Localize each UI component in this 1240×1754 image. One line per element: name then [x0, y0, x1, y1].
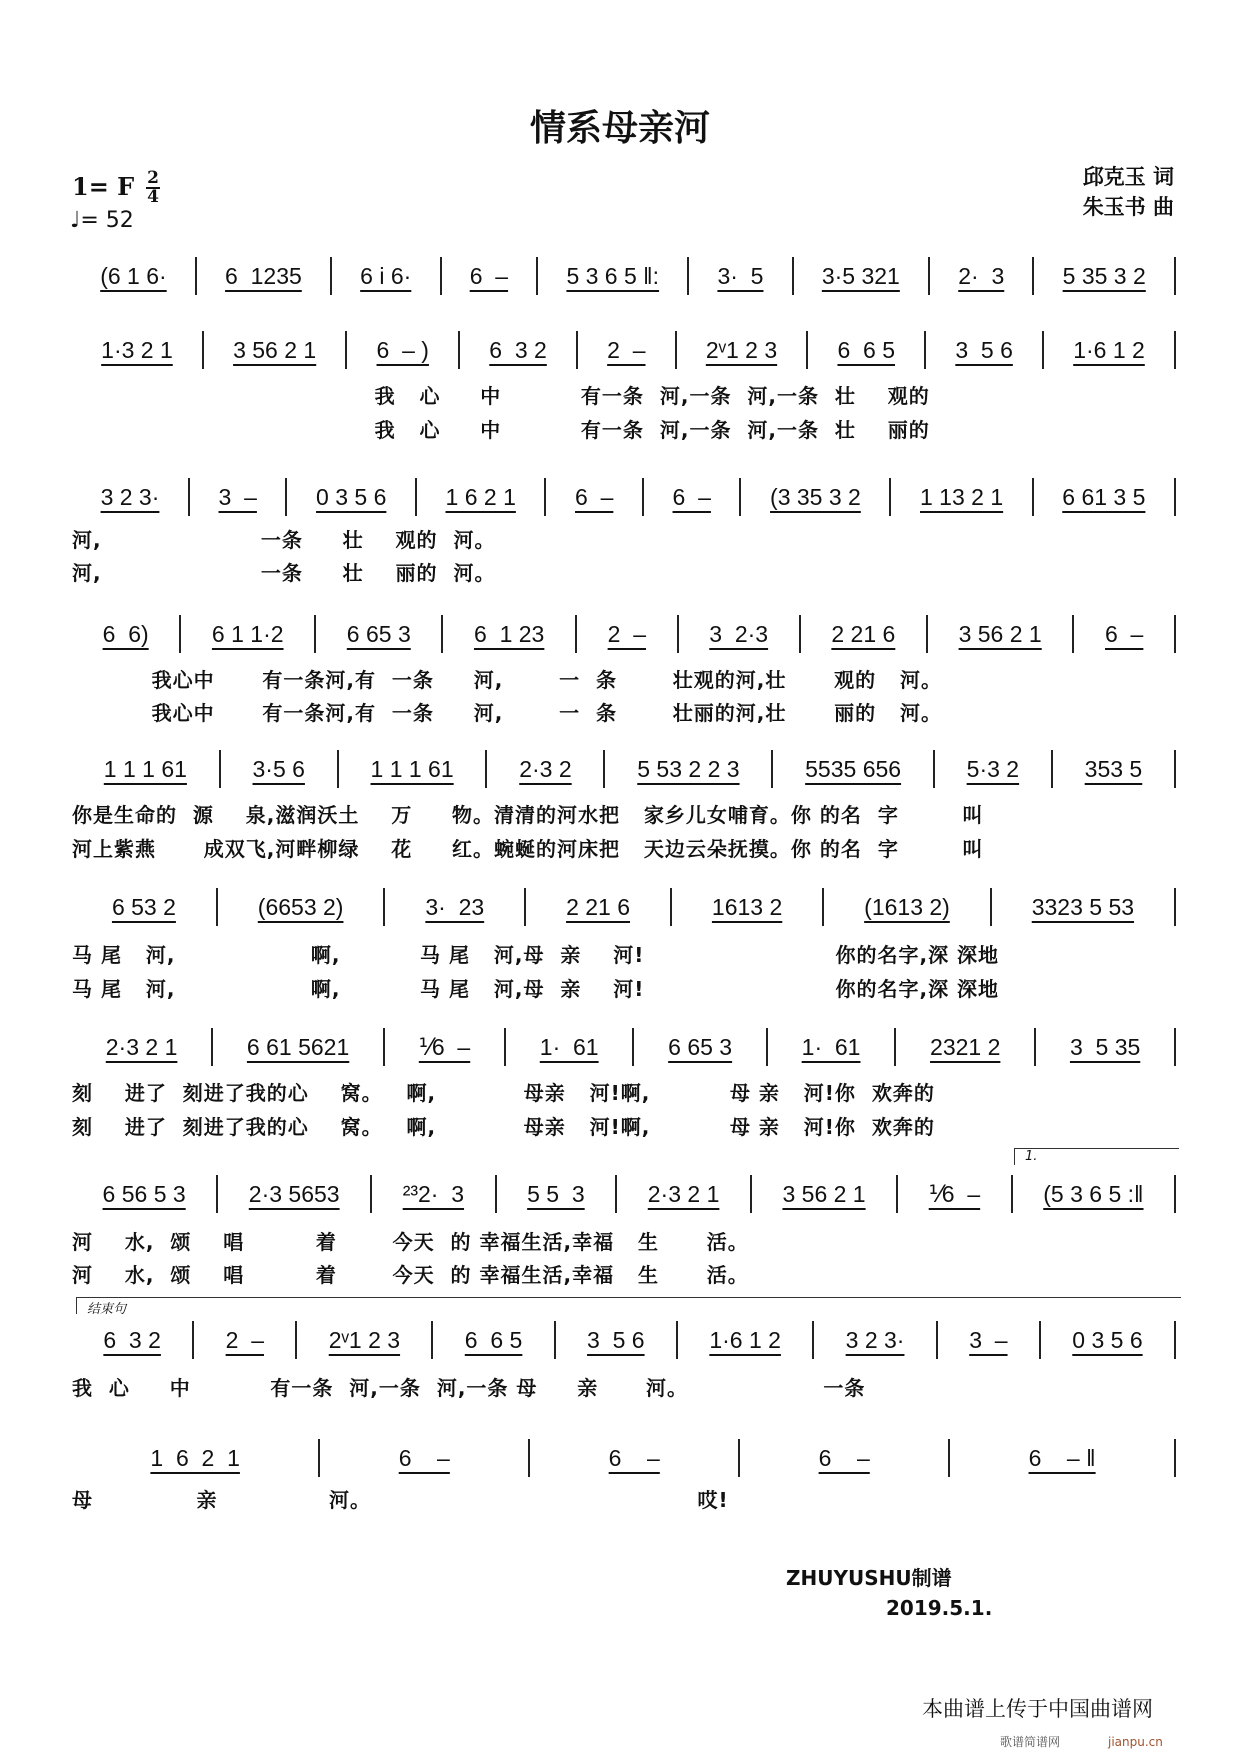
first-ending-bracket: 1.	[1014, 1148, 1179, 1165]
lyric-line: 刻 进了 刻进了我的心 窝。 啊, 母亲 河!啊, 母 亲 河!你 欢奔的	[72, 1081, 935, 1105]
lyric-line: 你是生命的 源 泉,滋润沃土 万 物。清清的河水把 家乡儿女哺育。你 的名 字 叫	[72, 803, 984, 827]
watermark-cn: 歌谱简谱网	[1000, 1735, 1061, 1749]
measure: 6 6 5	[808, 331, 926, 369]
measure: 2 –	[578, 331, 677, 369]
measure: 1 1 1 61	[339, 750, 488, 788]
score-system	[72, 1320, 1176, 1360]
measure: 6 –	[644, 478, 742, 516]
lyric-line: 河, 一条 壮 观的 河。	[72, 528, 496, 552]
score-system	[72, 1438, 1176, 1478]
lyric-line: 刻 进了 刻进了我的心 窝。 啊, 母亲 河!啊, 母 亲 河!你 欢奔的	[72, 1115, 935, 1139]
measure: 3 5 6	[556, 1321, 678, 1359]
measure: 5 5 3	[497, 1175, 618, 1213]
tempo-mark: ♩= 52	[70, 208, 134, 233]
measure: 1·6 1 2	[1044, 331, 1176, 369]
measure: (5 3 6 5 :‖	[1013, 1175, 1176, 1213]
measure: 2 –	[194, 1321, 297, 1359]
composer: 朱玉书 曲	[1082, 195, 1174, 219]
measure: 3 2 3·	[72, 478, 190, 516]
watermark: jianpu.cn	[1108, 1735, 1163, 1749]
measure: 6 –	[740, 1439, 950, 1477]
measure: 3 5 6	[926, 331, 1044, 369]
measure: 5 3 6 5 ‖:	[538, 257, 689, 295]
measure: (6 1 6·	[72, 257, 197, 295]
score-system	[72, 330, 1176, 370]
measure: 3 56 2 1	[752, 1175, 898, 1213]
coda-bracket: 结束句	[76, 1297, 1181, 1314]
measure: 6 6 5	[433, 1321, 555, 1359]
measure: ²³2· 3	[372, 1175, 496, 1213]
measure: 6 56 5 3	[72, 1175, 218, 1213]
lyric-line: 河 水, 颂 唱 着 今天 的 幸福生活,幸福 生 活。	[72, 1263, 749, 1287]
measure: 6 6)	[72, 615, 181, 653]
measure: 3 56 2 1	[928, 615, 1074, 653]
lyric-line: 我心中 有一条河,有 一条 河, 一 条 壮丽的河,壮 丽的 河。	[72, 701, 943, 725]
lyric-line: 母 亲 河。 哎!	[72, 1488, 729, 1512]
measure: 6 – ‖	[950, 1439, 1176, 1477]
measure: 6 1 1·2	[181, 615, 316, 653]
credits	[1083, 162, 1174, 222]
measure: 3323 5 53	[992, 888, 1176, 926]
measure: 6 1 23	[443, 615, 577, 653]
score-system	[72, 887, 1176, 927]
measure: 6 53 2	[72, 888, 218, 926]
lyric-line: 我 心 中 有一条 河,一条 河,一条 母 亲 河。 一条	[72, 1376, 866, 1400]
measure: (3 35 3 2	[741, 478, 891, 516]
measure: 1· 61	[768, 1028, 896, 1066]
score-system	[72, 749, 1176, 789]
measure: 6 –	[1074, 615, 1176, 653]
measure: 1613 2	[672, 888, 824, 926]
meter-top: 2	[147, 168, 159, 188]
measure: 1 6 2 1	[417, 478, 546, 516]
measure: 6 –	[320, 1439, 530, 1477]
date: 2019.5.1.	[886, 1596, 993, 1620]
measure: 3·5 6	[221, 750, 339, 788]
measure: 2· 3	[930, 257, 1034, 295]
lyric-line: 马 尾 河, 啊, 马 尾 河,母 亲 河! 你的名字,深 深地	[72, 943, 1000, 967]
key-signature: 1= F	[72, 172, 135, 201]
score-system	[72, 256, 1176, 296]
measure: 6 61 3 5	[1034, 478, 1176, 516]
measure: 353 5	[1053, 750, 1176, 788]
measure: 1·6 1 2	[678, 1321, 814, 1359]
measure: 2 21 6	[526, 888, 672, 926]
lyric-line: 马 尾 河, 啊, 马 尾 河,母 亲 河! 你的名字,深 深地	[72, 977, 1000, 1001]
measure: 1·3 2 1	[72, 331, 204, 369]
measure: 3 5 35	[1036, 1028, 1176, 1066]
measure: ⅟6 –	[898, 1175, 1013, 1213]
measure: 6 1235	[197, 257, 332, 295]
measure: 6 65 3	[316, 615, 443, 653]
measure: 3 56 2 1	[204, 331, 347, 369]
lyric-line: 河, 一条 壮 丽的 河。	[72, 561, 496, 585]
measure: ⅟6 –	[385, 1028, 506, 1066]
measure: 6 65 3	[634, 1028, 768, 1066]
measure: 2321 2	[896, 1028, 1036, 1066]
measure: (1613 2)	[824, 888, 992, 926]
measure: 5·3 2	[935, 750, 1053, 788]
lyric-line: 河上紫燕 成双飞,河畔柳绿 花 红。蜿蜒的河床把 天边云朵抚摸。你 的名 字 叫	[72, 837, 984, 861]
meter-bottom: 4	[147, 187, 159, 207]
measure: 5 35 3 2	[1034, 257, 1176, 295]
measure: 6 3 2	[72, 1321, 194, 1359]
transcriber: ZHUYUSHU制谱	[786, 1566, 952, 1590]
measure: (6653 2)	[218, 888, 386, 926]
measure: 1· 61	[506, 1028, 634, 1066]
lyric-line: 河 水, 颂 唱 着 今天 的 幸福生活,幸福 生 活。	[72, 1230, 749, 1254]
measure: 3 –	[938, 1321, 1041, 1359]
measure: 1 1 1 61	[72, 750, 221, 788]
measure: 6 61 5621	[213, 1028, 385, 1066]
upload-note: 本曲谱上传于中国曲谱网	[922, 1697, 1153, 1721]
measure: 6 –	[530, 1439, 740, 1477]
score-system	[72, 1027, 1176, 1067]
score-system	[72, 477, 1176, 517]
measure: 0 3 5 6	[287, 478, 416, 516]
measure: 2·3 2	[487, 750, 605, 788]
measure: 3 –	[190, 478, 288, 516]
measure: 5535 656	[773, 750, 935, 788]
measure: 3 2·3	[679, 615, 801, 653]
measure: 3· 5	[689, 257, 793, 295]
measure: 0 3 5 6	[1041, 1321, 1176, 1359]
measure: 2·3 2 1	[617, 1175, 752, 1213]
measure: 2 21 6	[801, 615, 928, 653]
measure: 2ᵛ1 2 3	[677, 331, 809, 369]
lyricist: 邱克玉 词	[1082, 165, 1174, 189]
lyric-line: 我心中 有一条河,有 一条 河, 一 条 壮观的河,壮 观的 河。	[72, 668, 943, 692]
measure: 6 i 6·	[332, 257, 442, 295]
measure: 3· 23	[385, 888, 526, 926]
measure: 5 53 2 2 3	[605, 750, 773, 788]
measure: 1 6 2 1	[72, 1439, 320, 1477]
measure: 3·5 321	[794, 257, 930, 295]
measure: 6 –	[546, 478, 644, 516]
song-title: 情系母亲河	[529, 108, 710, 149]
lyric-line: 我 心 中 有一条 河,一条 河,一条 壮 观的	[72, 384, 930, 408]
measure: 2ᵛ1 2 3	[297, 1321, 433, 1359]
score-system	[72, 614, 1176, 654]
measure: 2·3 2 1	[72, 1028, 213, 1066]
measure: 6 3 2	[460, 331, 578, 369]
measure: 6 –	[442, 257, 539, 295]
measure: 2 –	[577, 615, 679, 653]
measure: 6 – )	[347, 331, 460, 369]
lyric-line: 我 心 中 有一条 河,一条 河,一条 壮 丽的	[72, 418, 930, 442]
measure: 2·3 5653	[218, 1175, 372, 1213]
score-system	[72, 1174, 1176, 1214]
measure: 3 2 3·	[814, 1321, 938, 1359]
time-signature	[146, 170, 160, 206]
measure: 1 13 2 1	[891, 478, 1033, 516]
